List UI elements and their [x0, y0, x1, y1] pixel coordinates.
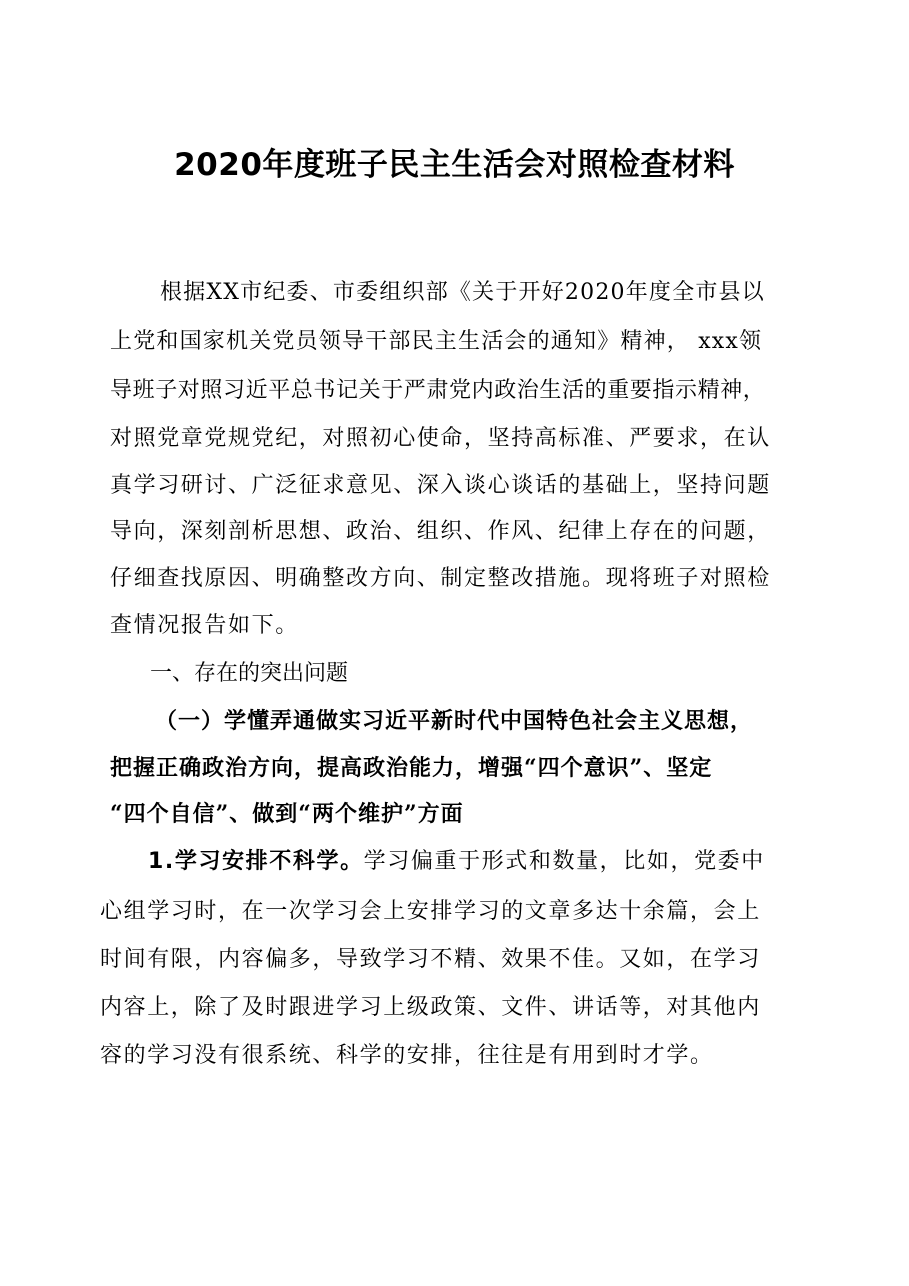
- item-1-first-line: [148, 842, 765, 882]
- item-1-heading: 1.学习安排不科学。: [148, 849, 364, 874]
- subsection-line: “四个自信”、做到“两个维护”方面: [110, 801, 464, 827]
- subsection-line: 把握正确政治方向，提高政治能力，增强“四个意识”、坚定: [110, 755, 713, 781]
- item-1-line: 容的学习没有很系统、科学的安排，往往是有用到时才学。: [100, 1043, 714, 1068]
- section-heading: 一、存在的突出问题: [150, 661, 349, 686]
- intro-line: 真学习研讨、广泛征求意见、深入谈心谈话的基础上，坚持问题: [110, 473, 771, 498]
- intro-line: 仔细查找原因、明确整改方向、制定整改措施。现将班子对照检: [110, 566, 771, 591]
- item-1-line: 内容上，除了及时跟进学习上级政策、文件、讲话等，对其他内: [100, 995, 761, 1020]
- document-title: 2020年度班子民主生活会对照检查材料: [174, 147, 735, 183]
- intro-line: 对照党章党规党纪，对照初心使命，坚持高标准、严要求，在认: [110, 426, 771, 451]
- subsection-line: （一）学懂弄通做实习近平新时代中国特色社会主义思想，: [155, 708, 754, 734]
- intro-line: 导向，深刻剖析思想、政治、组织、作风、纪律上存在的问题，: [110, 519, 771, 544]
- intro-line: 根据XX市纪委、市委组织部《关于开好2020年度全市县以: [160, 280, 765, 305]
- item-1-line: 心组学习时，在一次学习会上安排学习的文章多达十余篇，会上: [100, 899, 761, 924]
- item-1-first-line-text: 学习偏重于形式和数量，比如，党委中: [363, 849, 765, 874]
- intro-line: 上党和国家机关党员领导干部民主生活会的通知》精神， xxx领: [110, 329, 763, 354]
- intro-line: 导班子对照习近平总书记关于严肃党内政治生活的重要指示精神，: [110, 378, 766, 403]
- intro-line: 查情况报告如下。: [110, 613, 299, 638]
- item-1-line: 时间有限，内容偏多，导致学习不精、效果不佳。又如，在学习: [100, 947, 761, 972]
